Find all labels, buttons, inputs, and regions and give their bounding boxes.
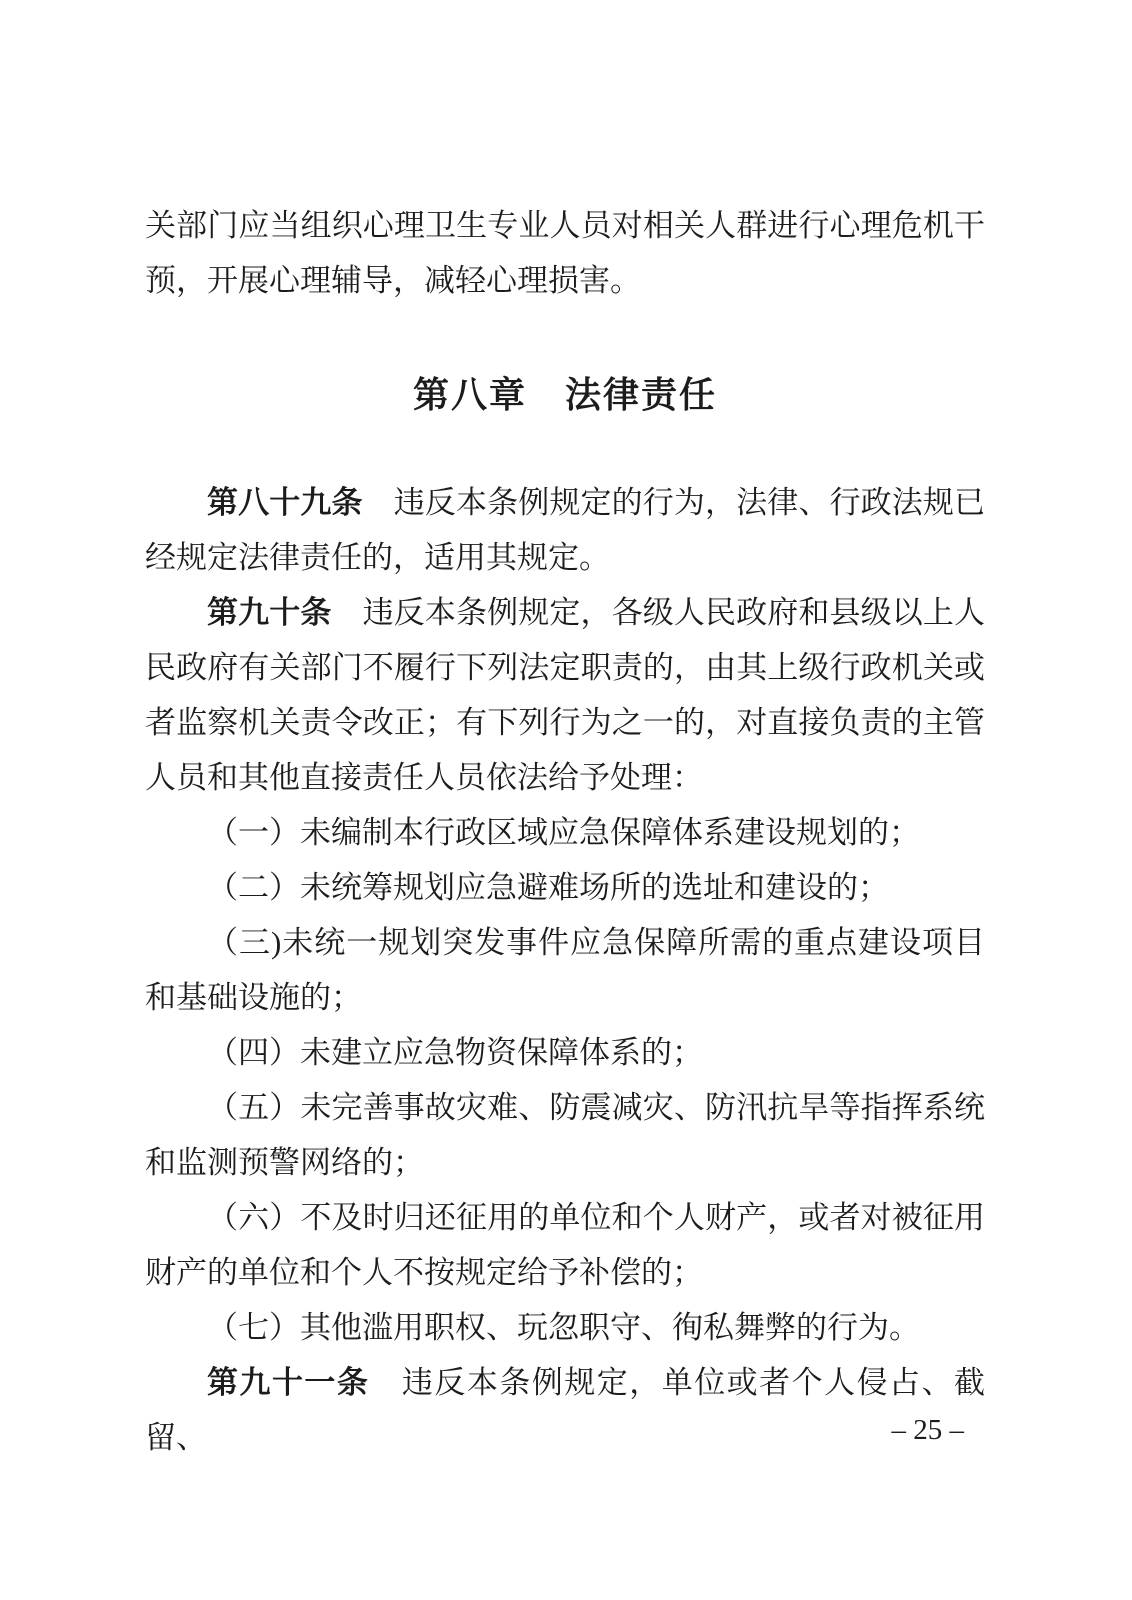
- page-number: – 25 –: [891, 1414, 964, 1446]
- paragraph-article-89: [145, 475, 985, 585]
- article-90-item-6: （六）不及时归还征用的单位和个人财产，或者对被征用财产的单位和个人不按规定给予补偿的；: [145, 1200, 985, 1290]
- paragraph-article-91: [145, 1355, 985, 1465]
- article-89-number: 第八十九条: [207, 485, 363, 520]
- paragraph-intro: 关部门应当组织心理卫生专业人员对相关人群进行心理危机干预，开展心理辅导，减轻心理损害。: [145, 208, 985, 298]
- article-90-text: 违反本条例规定，各级人民政府和县级以上人民政府有关部门不履行下列法定职责的，由其上级行政机关或者监察机关责令改正；有下列行为之一的，对直接负责的主管人员和其他直接责任人员依法给予处理：: [145, 595, 985, 795]
- article-90-item-4: （四）未建立应急物资保障体系的；: [207, 1035, 703, 1070]
- article-91-text: 违反本条例规定，单位或者个人侵占、截留、: [145, 1365, 986, 1455]
- article-90-item-7: （七）其他滥用职权、玩忽职守、徇私舞弊的行为。: [207, 1310, 920, 1345]
- paragraph-article-90: [145, 585, 985, 805]
- article-91-number: 第九十一条: [207, 1365, 370, 1400]
- article-90-number: 第九十条: [207, 595, 332, 630]
- article-90-item-1: （一）未编制本行政区域应急保障体系建设规划的；: [207, 815, 920, 850]
- article-89-text: 违反本条例规定的行为，法律、行政法规已经规定法律责任的，适用其规定。: [145, 485, 985, 575]
- article-90-item-2: （二）未统筹规划应急避难场所的选址和建设的；: [207, 870, 889, 905]
- article-90-item-3: （三)未统一规划突发事件应急保障所需的重点建设项目和基础设施的；: [145, 925, 985, 1015]
- article-90-item-5: （五）未完善事故灾难、防震减灾、防汛抗旱等指挥系统和监测预警网络的；: [145, 1090, 985, 1180]
- chapter-heading: 第八章 法律责任: [412, 374, 717, 415]
